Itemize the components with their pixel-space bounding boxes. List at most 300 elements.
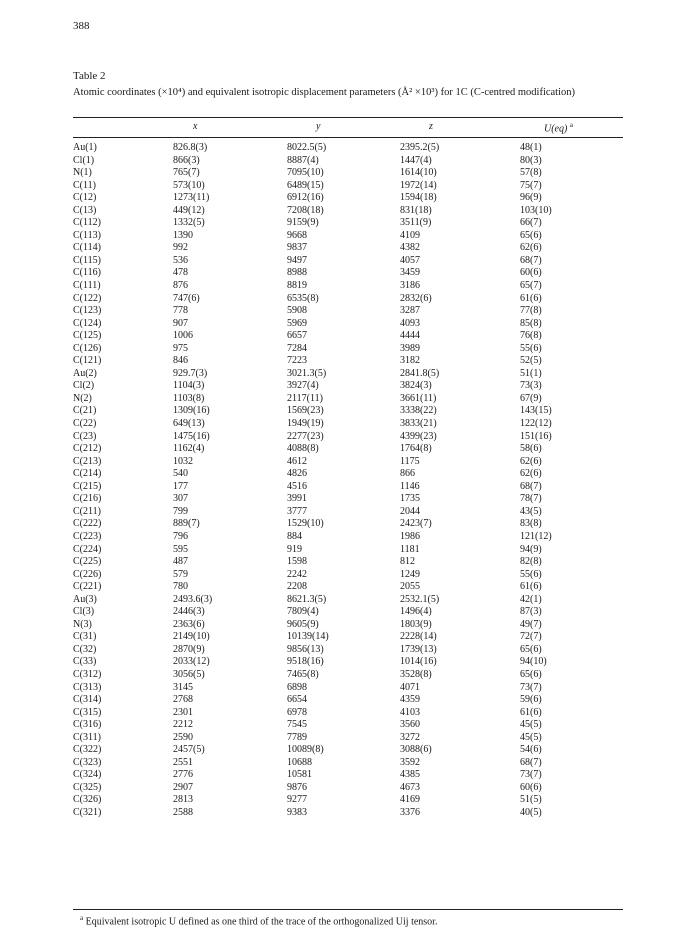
cell-y: 10688 bbox=[287, 756, 312, 768]
cell-ueq: 73(7) bbox=[520, 769, 542, 781]
table-row bbox=[73, 230, 623, 243]
cell-atom: C(116) bbox=[73, 267, 101, 279]
cell-x: 177 bbox=[173, 480, 188, 492]
cell-y: 2277(23) bbox=[287, 430, 324, 442]
cell-z: 4359 bbox=[400, 694, 420, 706]
cell-z: 3182 bbox=[400, 355, 420, 367]
column-header-z: z bbox=[429, 121, 433, 132]
cell-ueq: 59(6) bbox=[520, 694, 542, 706]
cell-atom: C(323) bbox=[73, 756, 102, 768]
cell-ueq: 85(8) bbox=[520, 317, 542, 329]
cell-y: 8022.5(5) bbox=[287, 142, 327, 153]
table-caption: Atomic coordinates (×10⁴) and equivalent isotropic displacement parameters (Å² ×10³) for 1C (C-centred modification) bbox=[73, 87, 576, 98]
cell-y: 3927(4) bbox=[287, 380, 319, 392]
cell-ueq: 68(7) bbox=[520, 756, 542, 768]
cell-x: 1475(16) bbox=[173, 430, 210, 442]
cell-atom: C(125) bbox=[73, 330, 102, 342]
cell-ueq: 52(5) bbox=[520, 355, 542, 367]
cell-x: 992 bbox=[173, 242, 188, 254]
cell-z: 4093 bbox=[400, 317, 420, 329]
cell-ueq: 78(7) bbox=[520, 493, 542, 505]
cell-x: 765(7) bbox=[173, 167, 200, 179]
cell-atom: C(223) bbox=[73, 530, 102, 542]
cell-z: 3088(6) bbox=[400, 744, 432, 756]
cell-atom: C(22) bbox=[73, 418, 97, 430]
cell-atom: C(222) bbox=[73, 518, 102, 530]
cell-y: 7809(4) bbox=[287, 606, 319, 618]
cell-ueq: 151(16) bbox=[520, 430, 552, 442]
cell-ueq: 83(8) bbox=[520, 518, 542, 530]
cell-atom: C(325) bbox=[73, 781, 102, 793]
cell-y: 9383 bbox=[287, 806, 307, 818]
table-row bbox=[73, 217, 623, 230]
table-row bbox=[73, 481, 623, 494]
table-row bbox=[73, 794, 623, 807]
cell-z: 3824(3) bbox=[400, 380, 432, 392]
cell-ueq: 65(7) bbox=[520, 280, 542, 292]
cell-atom: Au(3) bbox=[73, 593, 97, 605]
table-row bbox=[73, 343, 623, 356]
cell-ueq: 42(1) bbox=[520, 593, 542, 605]
cell-y: 6489(15) bbox=[287, 179, 324, 191]
cell-x: 889(7) bbox=[173, 518, 200, 530]
cell-z: 1764(8) bbox=[400, 443, 432, 455]
cell-y: 6898 bbox=[287, 681, 307, 693]
table-row bbox=[73, 405, 623, 418]
cell-z: 1146 bbox=[400, 480, 420, 492]
cell-atom: C(123) bbox=[73, 305, 102, 317]
cell-x: 1103(8) bbox=[173, 392, 205, 404]
cell-y: 4088(8) bbox=[287, 443, 319, 455]
table-row bbox=[73, 305, 623, 318]
cell-ueq: 60(6) bbox=[520, 267, 542, 279]
table-row bbox=[73, 707, 623, 720]
cell-x: 780 bbox=[173, 581, 188, 593]
table-row bbox=[73, 644, 623, 657]
cell-ueq: 55(6) bbox=[520, 342, 542, 354]
column-header-ueq bbox=[544, 121, 573, 134]
cell-z: 4071 bbox=[400, 681, 420, 693]
cell-x: 747(6) bbox=[173, 292, 200, 304]
cell-x: 796 bbox=[173, 530, 188, 542]
table-row bbox=[73, 431, 623, 444]
table-row bbox=[73, 167, 623, 180]
table-row bbox=[73, 769, 623, 782]
cell-z: 3287 bbox=[400, 305, 420, 317]
cell-x: 540 bbox=[173, 468, 188, 480]
cell-atom: C(314) bbox=[73, 694, 102, 706]
cell-y: 5908 bbox=[287, 305, 307, 317]
cell-atom: C(31) bbox=[73, 631, 97, 643]
cell-y: 9876 bbox=[287, 781, 307, 793]
cell-ueq: 61(6) bbox=[520, 292, 542, 304]
table-row bbox=[73, 330, 623, 343]
cell-z: 4444 bbox=[400, 330, 420, 342]
cell-atom: C(212) bbox=[73, 443, 102, 455]
cell-x: 478 bbox=[173, 267, 188, 279]
cell-atom: C(11) bbox=[73, 179, 96, 191]
cell-z: 3592 bbox=[400, 756, 420, 768]
cell-atom: C(226) bbox=[73, 568, 102, 580]
cell-ueq: 62(6) bbox=[520, 242, 542, 254]
cell-z: 3511(9) bbox=[400, 217, 432, 229]
cell-ueq: 62(6) bbox=[520, 455, 542, 467]
cell-ueq: 143(15) bbox=[520, 405, 552, 417]
cell-atom: C(313) bbox=[73, 681, 102, 693]
cell-z: 4382 bbox=[400, 242, 420, 254]
cell-y: 9277 bbox=[287, 794, 307, 806]
cell-atom: C(126) bbox=[73, 342, 102, 354]
cell-ueq: 66(7) bbox=[520, 217, 542, 229]
cell-x: 1104(3) bbox=[173, 380, 205, 392]
cell-ueq: 45(5) bbox=[520, 731, 542, 743]
cell-atom: Au(2) bbox=[73, 367, 97, 379]
cell-ueq: 75(7) bbox=[520, 179, 542, 191]
cell-y: 6535(8) bbox=[287, 292, 319, 304]
cell-z: 2055 bbox=[400, 581, 420, 593]
cell-atom: C(221) bbox=[73, 581, 102, 593]
cell-x: 2907 bbox=[173, 781, 193, 793]
cell-atom: C(311) bbox=[73, 731, 101, 743]
cell-x: 975 bbox=[173, 342, 188, 354]
table-row bbox=[73, 468, 623, 481]
cell-x: 1273(11) bbox=[173, 192, 210, 204]
column-header-x: x bbox=[193, 121, 198, 132]
cell-y: 3991 bbox=[287, 493, 307, 505]
cell-z: 866 bbox=[400, 468, 415, 480]
table-row bbox=[73, 732, 623, 745]
table-row bbox=[73, 656, 623, 669]
table-row bbox=[73, 782, 623, 795]
cell-x: 846 bbox=[173, 355, 188, 367]
table-row bbox=[73, 242, 623, 255]
cell-atom: C(326) bbox=[73, 794, 102, 806]
cell-z: 1594(18) bbox=[400, 192, 437, 204]
cell-z: 1175 bbox=[400, 455, 420, 467]
cell-y: 1949(19) bbox=[287, 418, 324, 430]
cell-y: 2208 bbox=[287, 581, 307, 593]
footnote-mark: a bbox=[80, 914, 84, 922]
cell-z: 4169 bbox=[400, 794, 420, 806]
table-row bbox=[73, 418, 623, 431]
cell-x: 2149(10) bbox=[173, 631, 210, 643]
table-row bbox=[73, 757, 623, 770]
table-row bbox=[73, 280, 623, 293]
cell-z: 1181 bbox=[400, 543, 420, 555]
cell-ueq: 67(9) bbox=[520, 392, 542, 404]
table-row bbox=[73, 556, 623, 569]
cell-z: 2228(14) bbox=[400, 631, 437, 643]
cell-y: 8621.3(5) bbox=[287, 593, 327, 605]
cell-z: 1972(14) bbox=[400, 179, 437, 191]
cell-x: 2776 bbox=[173, 769, 193, 781]
cell-ueq: 80(3) bbox=[520, 154, 542, 166]
cell-y: 7095(10) bbox=[287, 167, 324, 179]
cell-z: 3338(22) bbox=[400, 405, 437, 417]
cell-ueq: 58(6) bbox=[520, 443, 542, 455]
cell-ueq: 68(7) bbox=[520, 480, 542, 492]
cell-x: 1006 bbox=[173, 330, 193, 342]
cell-atom: N(3) bbox=[73, 618, 92, 630]
cell-ueq: 103(10) bbox=[520, 204, 552, 216]
cell-y: 6657 bbox=[287, 330, 307, 342]
cell-z: 3376 bbox=[400, 806, 420, 818]
table-top-rule bbox=[73, 117, 623, 118]
cell-atom: C(122) bbox=[73, 292, 102, 304]
cell-x: 595 bbox=[173, 543, 188, 555]
cell-ueq: 77(8) bbox=[520, 305, 542, 317]
cell-ueq: 73(3) bbox=[520, 380, 542, 392]
cell-z: 3528(8) bbox=[400, 668, 432, 680]
table-row bbox=[73, 569, 623, 582]
cell-ueq: 48(1) bbox=[520, 142, 542, 153]
cell-x: 449(12) bbox=[173, 204, 205, 216]
cell-y: 10089(8) bbox=[287, 744, 324, 756]
cell-z: 4399(23) bbox=[400, 430, 437, 442]
cell-ueq: 43(5) bbox=[520, 505, 542, 517]
table-bottom-rule bbox=[73, 909, 623, 910]
cell-x: 2301 bbox=[173, 706, 193, 718]
cell-z: 1014(16) bbox=[400, 656, 437, 668]
cell-ueq: 51(1) bbox=[520, 367, 542, 379]
cell-y: 4516 bbox=[287, 480, 307, 492]
cell-atom: C(12) bbox=[73, 192, 97, 204]
table-row bbox=[73, 293, 623, 306]
cell-x: 2446(3) bbox=[173, 606, 205, 618]
cell-ueq: 57(8) bbox=[520, 167, 542, 179]
cell-atom: C(33) bbox=[73, 656, 97, 668]
cell-z: 4057 bbox=[400, 254, 420, 266]
cell-z: 2841.8(5) bbox=[400, 367, 440, 379]
table-row bbox=[73, 267, 623, 280]
cell-x: 2870(9) bbox=[173, 643, 205, 655]
cell-y: 1598 bbox=[287, 556, 307, 568]
cell-x: 573(10) bbox=[173, 179, 205, 191]
cell-z: 1614(10) bbox=[400, 167, 437, 179]
cell-y: 4612 bbox=[287, 455, 307, 467]
cell-z: 4103 bbox=[400, 706, 420, 718]
table-row bbox=[73, 518, 623, 531]
cell-atom: C(312) bbox=[73, 668, 102, 680]
table-row bbox=[73, 205, 623, 218]
cell-y: 9668 bbox=[287, 229, 307, 241]
cell-x: 799 bbox=[173, 505, 188, 517]
cell-y: 10581 bbox=[287, 769, 312, 781]
cell-atom: C(112) bbox=[73, 217, 101, 229]
cell-ueq: 60(6) bbox=[520, 781, 542, 793]
table-row bbox=[73, 493, 623, 506]
cell-z: 3459 bbox=[400, 267, 420, 279]
cell-y: 9605(9) bbox=[287, 618, 319, 630]
cell-y: 7284 bbox=[287, 342, 307, 354]
table-row bbox=[73, 192, 623, 205]
cell-ueq: 76(8) bbox=[520, 330, 542, 342]
cell-y: 10139(14) bbox=[287, 631, 329, 643]
cell-atom: C(321) bbox=[73, 806, 102, 818]
table-row bbox=[73, 506, 623, 519]
cell-atom: C(324) bbox=[73, 769, 102, 781]
cell-z: 3989 bbox=[400, 342, 420, 354]
cell-y: 7789 bbox=[287, 731, 307, 743]
cell-y: 4826 bbox=[287, 468, 307, 480]
cell-y: 2117(11) bbox=[287, 392, 323, 404]
cell-z: 1803(9) bbox=[400, 618, 432, 630]
cell-ueq: 62(6) bbox=[520, 468, 542, 480]
table-row bbox=[73, 807, 623, 820]
cell-z: 3560 bbox=[400, 719, 420, 731]
cell-ueq: 82(8) bbox=[520, 556, 542, 568]
table-row bbox=[73, 380, 623, 393]
cell-y: 3021.3(5) bbox=[287, 367, 327, 379]
cell-y: 7545 bbox=[287, 719, 307, 731]
cell-y: 8819 bbox=[287, 280, 307, 292]
cell-ueq: 72(7) bbox=[520, 631, 542, 643]
cell-x: 907 bbox=[173, 317, 188, 329]
cell-y: 7223 bbox=[287, 355, 307, 367]
cell-atom: C(115) bbox=[73, 254, 101, 266]
table-row bbox=[73, 694, 623, 707]
cell-atom: N(1) bbox=[73, 167, 92, 179]
cell-ueq: 65(6) bbox=[520, 229, 542, 241]
cell-x: 2033(12) bbox=[173, 656, 210, 668]
cell-y: 6912(16) bbox=[287, 192, 324, 204]
table-row bbox=[73, 631, 623, 644]
cell-atom: C(32) bbox=[73, 643, 97, 655]
cell-atom: C(224) bbox=[73, 543, 102, 555]
cell-y: 1529(10) bbox=[287, 518, 324, 530]
cell-atom: C(13) bbox=[73, 204, 97, 216]
cell-z: 1249 bbox=[400, 568, 420, 580]
cell-z: 3833(21) bbox=[400, 418, 437, 430]
cell-atom: Au(1) bbox=[73, 142, 97, 153]
cell-atom: C(213) bbox=[73, 455, 102, 467]
cell-atom: C(113) bbox=[73, 229, 101, 241]
cell-y: 884 bbox=[287, 530, 302, 542]
table-row bbox=[73, 531, 623, 544]
table-row bbox=[73, 719, 623, 732]
cell-z: 1735 bbox=[400, 493, 420, 505]
cell-ueq: 40(5) bbox=[520, 806, 542, 818]
cell-atom: C(215) bbox=[73, 480, 102, 492]
cell-atom: C(121) bbox=[73, 355, 102, 367]
table-row bbox=[73, 669, 623, 682]
cell-y: 919 bbox=[287, 543, 302, 555]
cell-x: 866(3) bbox=[173, 154, 200, 166]
cell-x: 579 bbox=[173, 568, 188, 580]
cell-x: 1032 bbox=[173, 455, 193, 467]
cell-z: 4385 bbox=[400, 769, 420, 781]
cell-atom: C(322) bbox=[73, 744, 102, 756]
cell-ueq: 121(12) bbox=[520, 530, 552, 542]
cell-atom: Cl(1) bbox=[73, 154, 95, 166]
table-row bbox=[73, 318, 623, 331]
cell-atom: C(111) bbox=[73, 280, 101, 292]
cell-x: 2363(6) bbox=[173, 618, 205, 630]
table-row bbox=[73, 142, 623, 155]
table-row bbox=[73, 594, 623, 607]
cell-y: 2242 bbox=[287, 568, 307, 580]
cell-x: 2457(5) bbox=[173, 744, 205, 756]
cell-ueq: 61(6) bbox=[520, 581, 542, 593]
page-number: 388 bbox=[73, 20, 90, 32]
cell-x: 536 bbox=[173, 254, 188, 266]
table-row bbox=[73, 368, 623, 381]
cell-ueq: 54(6) bbox=[520, 744, 542, 756]
cell-x: 2588 bbox=[173, 806, 193, 818]
cell-ueq: 73(7) bbox=[520, 681, 542, 693]
cell-z: 3661(11) bbox=[400, 392, 437, 404]
cell-z: 4109 bbox=[400, 229, 420, 241]
cell-ueq: 65(6) bbox=[520, 643, 542, 655]
cell-atom: C(315) bbox=[73, 706, 102, 718]
cell-atom: Cl(3) bbox=[73, 606, 95, 618]
cell-ueq: 49(7) bbox=[520, 618, 542, 630]
cell-x: 2212 bbox=[173, 719, 193, 731]
table-row bbox=[73, 744, 623, 757]
cell-y: 3777 bbox=[287, 505, 307, 517]
cell-atom: N(2) bbox=[73, 392, 92, 404]
cell-z: 812 bbox=[400, 556, 415, 568]
table-title: Table 2 bbox=[73, 70, 106, 82]
cell-x: 1162(4) bbox=[173, 443, 205, 455]
footnote-text: Equivalent isotropic U defined as one third of the trace of the orthogonalized Uij tensor. bbox=[85, 916, 438, 928]
cell-ueq: 94(10) bbox=[520, 656, 547, 668]
cell-ueq: 45(5) bbox=[520, 719, 542, 731]
cell-x: 2493.6(3) bbox=[173, 593, 213, 605]
cell-atom: Cl(2) bbox=[73, 380, 95, 392]
table-row bbox=[73, 456, 623, 469]
table-body bbox=[73, 142, 623, 820]
cell-z: 2532.1(5) bbox=[400, 593, 440, 605]
cell-x: 2768 bbox=[173, 694, 193, 706]
cell-z: 2395.2(5) bbox=[400, 142, 440, 153]
table-row bbox=[73, 443, 623, 456]
column-header-y: y bbox=[316, 121, 321, 132]
cell-y: 9159(9) bbox=[287, 217, 319, 229]
cell-y: 8887(4) bbox=[287, 154, 319, 166]
cell-x: 929.7(3) bbox=[173, 367, 208, 379]
column-header-ueq-footnote-mark: a bbox=[569, 121, 573, 129]
table-row bbox=[73, 255, 623, 268]
cell-x: 649(13) bbox=[173, 418, 205, 430]
table-row bbox=[73, 581, 623, 594]
cell-ueq: 122(12) bbox=[520, 418, 552, 430]
cell-y: 9497 bbox=[287, 254, 307, 266]
table-row bbox=[73, 544, 623, 557]
cell-ueq: 96(9) bbox=[520, 192, 542, 204]
cell-ueq: 94(9) bbox=[520, 543, 542, 555]
cell-x: 307 bbox=[173, 493, 188, 505]
cell-x: 3145 bbox=[173, 681, 193, 693]
cell-z: 4673 bbox=[400, 781, 420, 793]
cell-ueq: 65(6) bbox=[520, 668, 542, 680]
cell-x: 1390 bbox=[173, 229, 193, 241]
cell-x: 826.8(3) bbox=[173, 142, 208, 153]
cell-y: 9518(16) bbox=[287, 656, 324, 668]
cell-atom: C(21) bbox=[73, 405, 97, 417]
cell-ueq: 61(6) bbox=[520, 706, 542, 718]
table-header-rule bbox=[73, 137, 623, 138]
cell-y: 8988 bbox=[287, 267, 307, 279]
cell-z: 2423(7) bbox=[400, 518, 432, 530]
table-row bbox=[73, 606, 623, 619]
cell-x: 1309(16) bbox=[173, 405, 210, 417]
cell-y: 9837 bbox=[287, 242, 307, 254]
table-row bbox=[73, 155, 623, 168]
cell-ueq: 51(5) bbox=[520, 794, 542, 806]
cell-ueq: 55(6) bbox=[520, 568, 542, 580]
cell-y: 7465(8) bbox=[287, 668, 319, 680]
